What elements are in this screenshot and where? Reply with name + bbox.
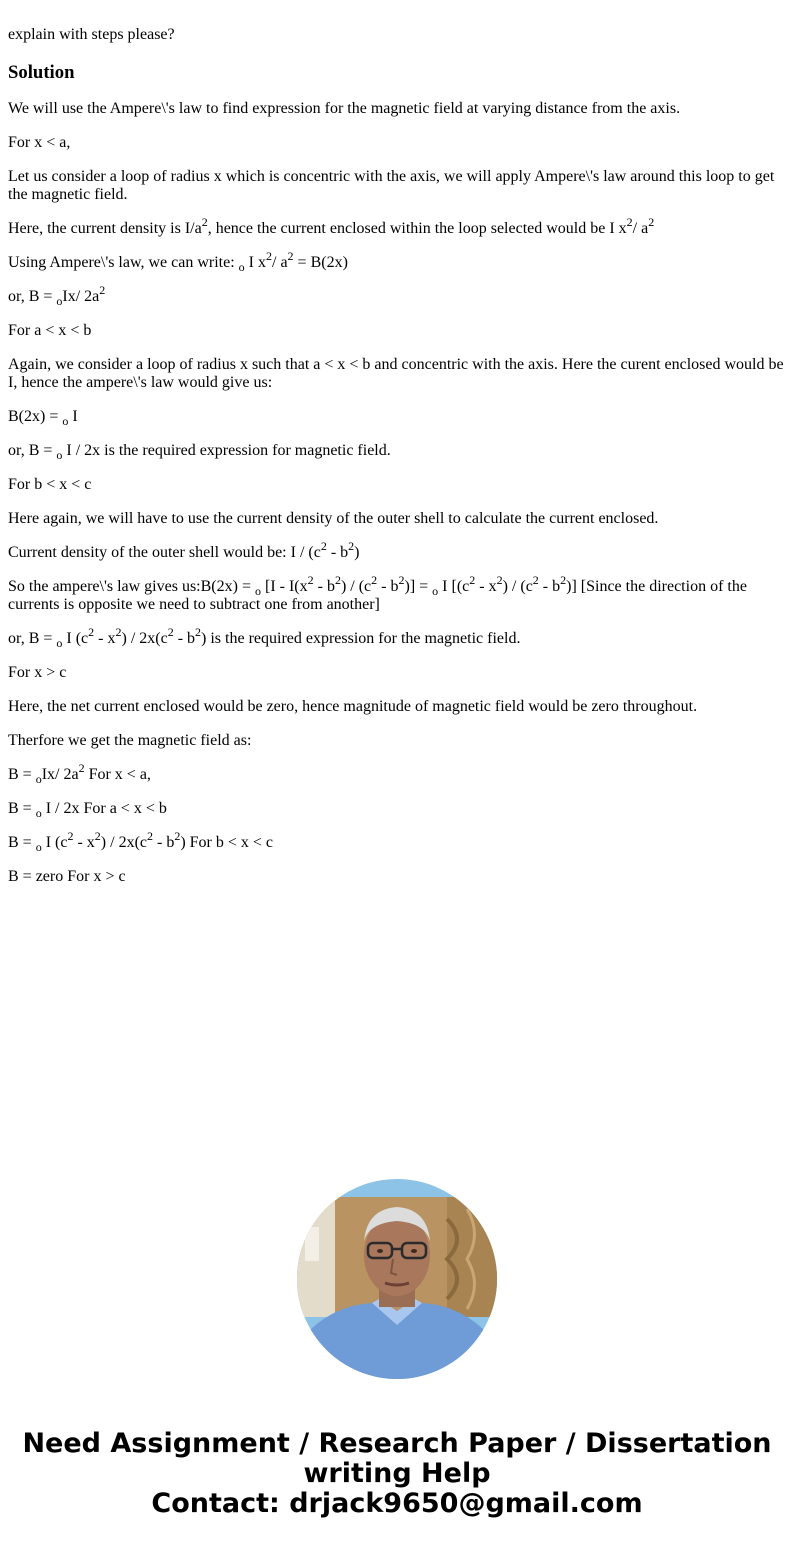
equation-b-outer: or, B = $_o$ I $(c^2 - x^2) / 2x(c^2 - b^2)$ is the required expression for the magnetic field. (8, 625, 521, 650)
promo-contact: Contact: drjack9650@gmail.com (151, 1488, 643, 1519)
equation-b-inner: or, B = $_o$Ix/ $2a^2$ (8, 283, 106, 308)
promo-line-2: writing Help (303, 1458, 491, 1489)
paragraph-current-density: Here, the current density is $I/a^2$, hence the current enclosed within the loop selected would be I $x^2/$ $a^2$ (8, 215, 655, 237)
paragraph-intro: We will use the Ampere\'s law to find expression for the magnetic field at varying distance from the axis. (8, 100, 681, 117)
case-heading-x-lt-a: For x < a, (8, 134, 71, 151)
paragraph-zero-field: Here, the net current enclosed would be zero, hence magnitude of magnetic field would be zero throughout. (8, 698, 698, 715)
paragraph-loop: Let us consider a loop of radius x which is concentric with the axis, we will apply Ampere\'s law around this loop to get the magnetic field. (8, 168, 775, 203)
summary-middle: B = $_o$ I / 2x For a < x < b (8, 800, 167, 820)
promo-banner (0, 1429, 794, 1519)
paragraph-middle-loop: Again, we consider a loop of radius x such that a < x < b and concentric with the axis. Here the curent enclosed would be I, hence the ampere\'s law would give us: (8, 356, 784, 391)
summary-zero: B = zero For x > c (8, 868, 126, 885)
equation-ampere-inner: Using Ampere\'s law, we can write: $_o$ I $x^2/$ $a^2 = B(2x)$ (8, 249, 348, 274)
equation-outer-density: Current density of the outer shell would be: I / $(c^2 - b^2)$ (8, 539, 360, 561)
tutor-portrait-image (297, 1179, 497, 1379)
equation-ampere-middle: B(2x) = $_o$ I (8, 408, 78, 428)
solution-document (0, 26, 794, 886)
paragraph-outer-shell: Here again, we will have to use the current density of the outer shell to calculate the current enclosed. (8, 510, 659, 527)
summary-inner: B = $_o$Ix/ $2a^2$ For x < a, (8, 761, 151, 786)
equation-b-middle: or, B = $_o$ I / 2x is the required expression for magnetic field. (8, 442, 391, 462)
avatar (297, 1179, 497, 1379)
case-heading-b-lt-x-lt-c: For b < x < c (8, 476, 92, 493)
paragraph-summary-intro: Therfore we get the magnetic field as: (8, 732, 252, 749)
case-heading-x-gt-c: For x > c (8, 664, 67, 681)
summary-outer: B = $_o$ I $(c^2 - x^2) / 2x(c^2 - b^2)$ For b < x < c (8, 829, 274, 854)
equation-ampere-outer: So the ampere\'s law gives us:B(2x) = $_o$ $[I - I(x^2 - b^2) / (c^2 - b^2)] = _o$ I $[(c^2 - x^2) / (c^2 - b^2)]$ [Since the direction of the currents is opposite we need to subtract one from another] (8, 573, 747, 613)
solution-heading: Solution (8, 62, 75, 83)
case-heading-a-lt-x-lt-b: For a < x < b (8, 322, 92, 339)
question-text: explain with steps please? (8, 26, 175, 43)
promo-line-1: Need Assignment / Research Paper / Dissertation (22, 1428, 772, 1459)
